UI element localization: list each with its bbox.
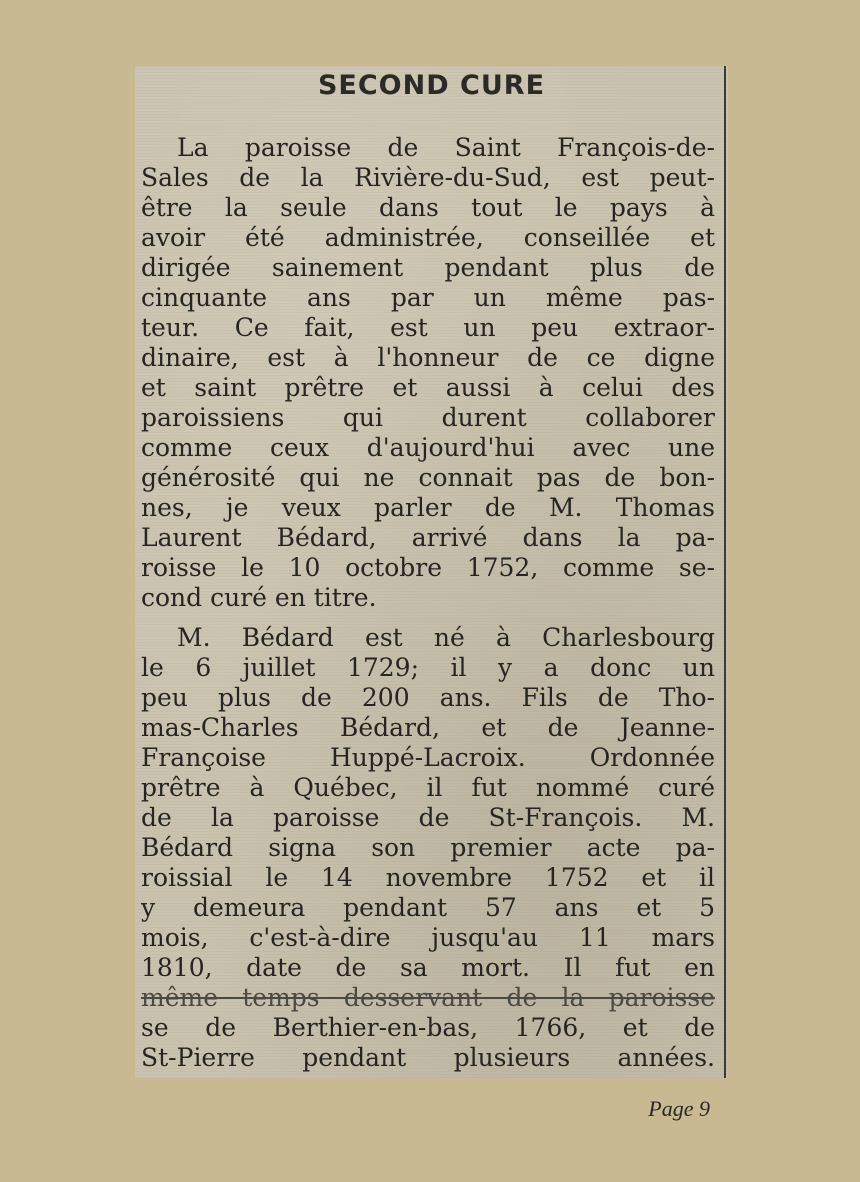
text-line: 1810, date de sa mort. Il fut en [141,953,715,982]
text-line: cinquante ans par un même pas- [141,283,715,312]
text-line: générosité qui ne connait pas de bon- [141,463,715,492]
text-line: de la paroisse de St-François. M. [141,803,715,832]
text-line: Françoise Huppé-Lacroix. Ordonnée [141,743,715,772]
text-line: cond curé en titre. [141,583,377,612]
text-line: roisse le 10 octobre 1752, comme se- [141,553,715,582]
text-line: M. Bédard est né à Charlesbourg [177,623,715,652]
text-line: teur. Ce fait, est un peu extraor- [141,313,715,342]
text-line: roissial le 14 novembre 1752 et il [141,863,715,892]
text-line: mas-Charles Bédard, et de Jeanne- [141,713,715,742]
text-line: Sales de la Rivière-du-Sud, est peut- [141,163,715,192]
text-line: La paroisse de Saint François-de- [177,133,715,162]
text-line: dirigée sainement pendant plus de [141,253,715,282]
page-number: Page 9 [648,1096,710,1121]
text-line: avoir été administrée, conseillée et [141,223,715,252]
text-line: prêtre à Québec, il fut nommé curé [141,773,715,802]
text-line: le 6 juillet 1729; il y a donc un [141,653,715,682]
struck-text-line: même temps desservant de la paroisse [141,983,715,1012]
headline: SECOND CURE [317,70,546,101]
text-line: Laurent Bédard, arrivé dans la pa- [141,523,715,552]
text-line: dinaire, est à l'honneur de ce digne [141,343,715,372]
text-line: et saint prêtre et aussi à celui des [141,373,715,402]
newspaper-clipping [135,66,728,1078]
text-line: mois, c'est-à-dire jusqu'au 11 mars [141,923,715,952]
text-line: peu plus de 200 ans. Fils de Tho- [141,683,715,712]
column-rule [724,66,726,1078]
text-line: comme ceux d'aujourd'hui avec une [141,433,715,462]
text-line: se de Berthier-en-bas, 1766, et de [141,1013,715,1042]
text-line: nes, je veux parler de M. Thomas [141,493,715,522]
text-line: paroissiens qui durent collaborer [141,403,715,432]
text-line: St-Pierre pendant plusieurs années. [141,1043,715,1072]
text-line: Bédard signa son premier acte pa- [141,833,715,862]
text-line: être la seule dans tout le pays à [141,193,715,222]
text-line: y demeura pendant 57 ans et 5 [141,893,715,922]
